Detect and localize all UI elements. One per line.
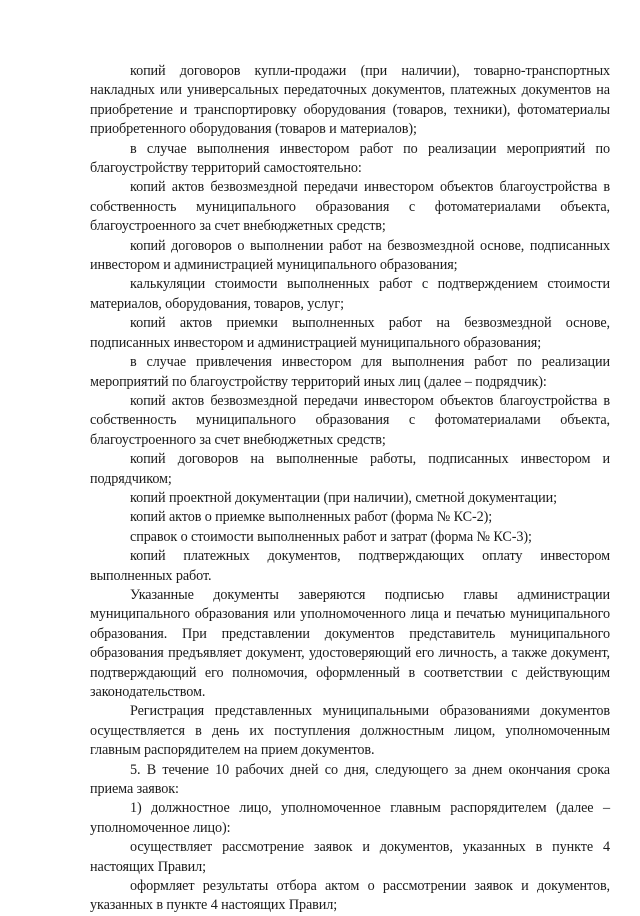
paragraph-contracts-copies: копий договоров купли-продажи (при наличии), товарно-транспортных накладных или универсальных передаточных документов, платежных документов на приобретение и транспортировку оборудования (товаров, техники), фотоматериалы приобретенного оборудования (товаров и материалов); <box>90 63 610 138</box>
document-page <box>90 62 610 916</box>
paragraph-certification: Указанные документы заверяются подписью главы администрации муниципального образования или уполномоченного лица и печатью муниципального образования. При представлении документов представитель муниципального образования предъявляет документ, удостоверяющий его личность, а также документ, подтверждающий его полномочия, оформленный в соответствии с действующим законодательством. <box>90 586 610 700</box>
paragraph-transfer-acts-contractor: копий актов безвозмездной передачи инвестором объектов благоустройства в собственность муниципального образования с фотоматериалами объекта, благоустроенного за счет внебюджетных средств; <box>90 392 610 448</box>
paragraph-cost-calculation: калькуляции стоимости выполненных работ с подтверждением стоимости материалов, оборудования, товаров, услуг; <box>90 276 610 312</box>
paragraph-ks3-certificates: справок о стоимости выполненных работ и затрат (форма № КС-3); <box>130 528 532 545</box>
paragraph-contractor-contracts: копий договоров на выполненные работы, подписанных инвестором и подрядчиком; <box>90 451 610 487</box>
paragraph-acceptance-acts: копий актов приемки выполненных работ на безвозмездной основе, подписанных инвестором и администрацией муниципального образования; <box>90 315 610 351</box>
paragraph-free-work-contracts: копий договоров о выполнении работ на безвозмездной основе, подписанных инвестором и администрацией муниципального образования; <box>90 237 610 274</box>
paragraph-self-performed-case: в случае выполнения инвестором работ по реализации мероприятий по благоустройству территорий самостоятельно: <box>90 140 610 177</box>
paragraph-subitem-1: 1) должностное лицо, уполномоченное главным распорядителем (далее – уполномоченное лицо): <box>90 800 610 836</box>
paragraph-contractor-case: в случае привлечения инвестором для выполнения работ по реализации мероприятий по благоустройству территорий иных лиц (далее – подрядчик): <box>90 354 610 390</box>
paragraph-payment-docs: копий платежных документов, подтверждающих оплату инвестором выполненных работ. <box>90 548 610 584</box>
paragraph-ks2-acts: копий актов о приемке выполненных работ (форма № КС-2); <box>130 509 493 526</box>
paragraph-results-act: оформляет результаты отбора актом о рассмотрении заявок и документов, указанных в пункте 4 настоящих Правил; <box>90 878 610 914</box>
paragraph-registration: Регистрация представленных муниципальными образованиями документов осуществляется в день их поступления должностным лицом, уполномоченным главным распорядителем на прием документов. <box>90 703 610 759</box>
paragraph-project-docs: копий проектной документации (при наличии), сметной документации; <box>130 489 557 506</box>
paragraph-review: осуществляет рассмотрение заявок и документов, указанных в пункте 4 настоящих Правил; <box>90 839 610 875</box>
paragraph-transfer-acts: копий актов безвозмездной передачи инвестором объектов благоустройства в собственность муниципального образования с фотоматериалами объекта, благоустроенного за счет внебюджетных средств; <box>90 179 610 235</box>
paragraph-item-5: 5. В течение 10 рабочих дней со дня, следующего за днем окончания срока приема заявок: <box>90 761 610 798</box>
